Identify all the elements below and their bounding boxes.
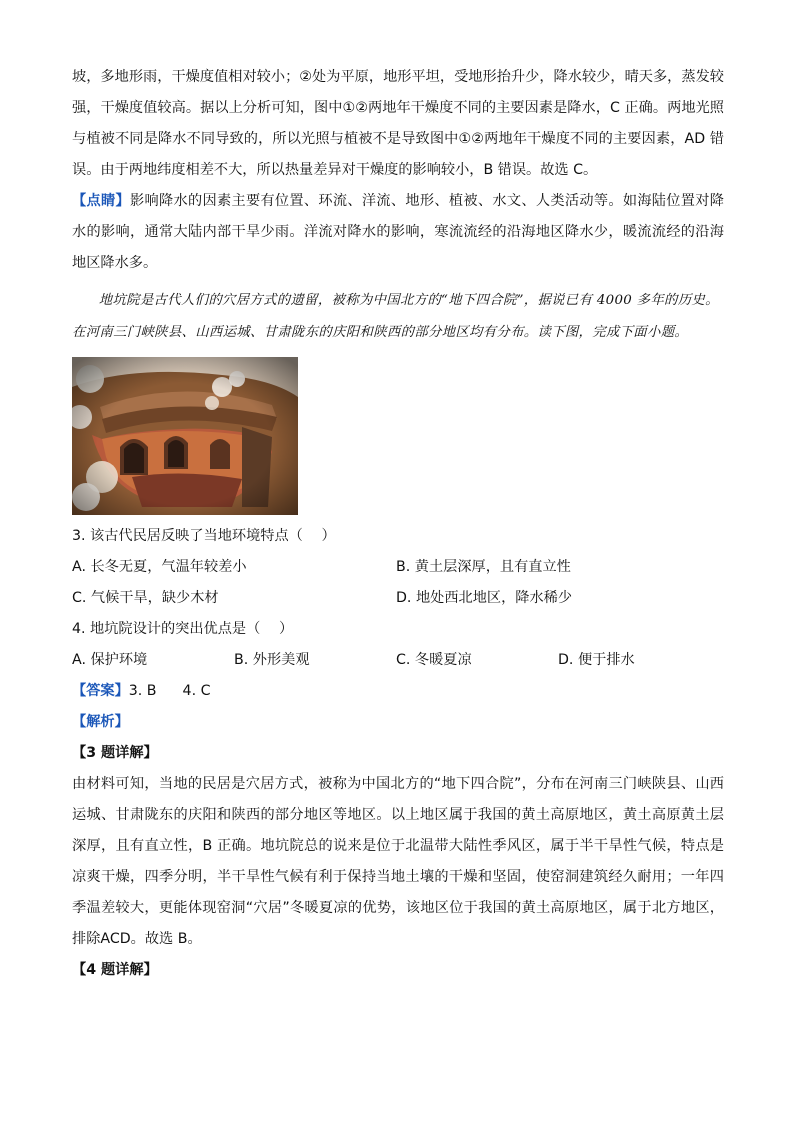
detail-3-label: 【3 题详解】 [72, 745, 158, 761]
page-content [72, 62, 724, 986]
dikengyuan-photo [72, 357, 298, 515]
tip-label: 【点睛】 [72, 193, 130, 209]
detail-4-label: 【4 题详解】 [72, 962, 158, 978]
option-a: A. 长冬无夏，气温年较差小 [72, 559, 247, 575]
answer-3: 3. B [128, 683, 157, 699]
answer-label: 【答案】 [72, 683, 129, 699]
option-d: D. 便于排水 [558, 652, 635, 668]
option-c: C. 气候干旱，缺少木材 [72, 590, 219, 606]
explanation-paragraph: 坡，多地形雨，干燥度值相对较小；②处为平原，地形平坦，受地形抬升少，降水较少，晴天多，蒸发较强，干燥度值较高。据以上分析可知，图中①②两地年干燥度不同的主要因素是降水，C 正确。两地光照与植被不同是降水不同导致的，所以光照与植被不是导致图中①②两地年干燥度不同的主要因素，AD 错误。由于两地纬度相差不大，所以热量差异对干燥度的影响较小，B 错误。故选 C。 [72, 69, 724, 178]
answer-4: 4. C [182, 683, 211, 699]
question-3-options [72, 552, 724, 614]
option-b: B. 黄土层深厚，且有直立性 [396, 559, 571, 575]
material-paragraph: 地坑院是古代人们的穴居方式的遗留，被称为中国北方的“地下四合院”，据说已有 4000 多年的历史。在河南三门峡陕县、山西运城、甘肃陇东的庆阳和陕西的部分地区均有分布。读下图，完成下面小题。 [72, 293, 719, 340]
option-a: A. 保护环境 [72, 652, 148, 668]
tip-text: 影响降水的因素主要有位置、环流、洋流、地形、植被、水文、人类活动等。如海陆位置对降水的影响，通常大陆内部干旱少雨。洋流对降水的影响，寒流流经的沿海地区降水少，暖流流经的沿海地区降水多。 [72, 193, 724, 271]
question-4-options [72, 645, 724, 676]
question-4-stem: 4. 地坑院设计的突出优点是（ ） [72, 621, 294, 637]
option-c: C. 冬暖夏凉 [396, 652, 472, 668]
answer-line [72, 676, 724, 707]
detail-3-text: 由材料可知，当地的民居是穴居方式，被称为中国北方的“地下四合院”，分布在河南三门峡陕县、山西运城、甘肃陇东的庆阳和陕西的部分地区等地区。以上地区属于我国的黄土高原地区，黄土高原黄土层深厚，且有直立性，B 正确。地坑院总的说来是位于北温带大陆性季风区，属于半干旱性气候，特点是凉爽干燥，四季分明，半干旱性气候有利于保持当地土壤的干燥和坚固，使窑洞建筑经久耐用；一年四季温差较大，更能体现窑洞“穴居”冬暖夏凉的优势，该地区位于我国的黄土高原地区，属于北方地区，排除ACD。故选 B。 [72, 776, 724, 947]
option-b: B. 外形美观 [234, 652, 310, 668]
tip-paragraph [72, 186, 724, 279]
analysis-label: 【解析】 [72, 714, 129, 730]
question-3-stem: 3. 该古代民居反映了当地环境特点（ ） [72, 528, 336, 544]
option-d: D. 地处西北地区，降水稀少 [396, 590, 573, 606]
